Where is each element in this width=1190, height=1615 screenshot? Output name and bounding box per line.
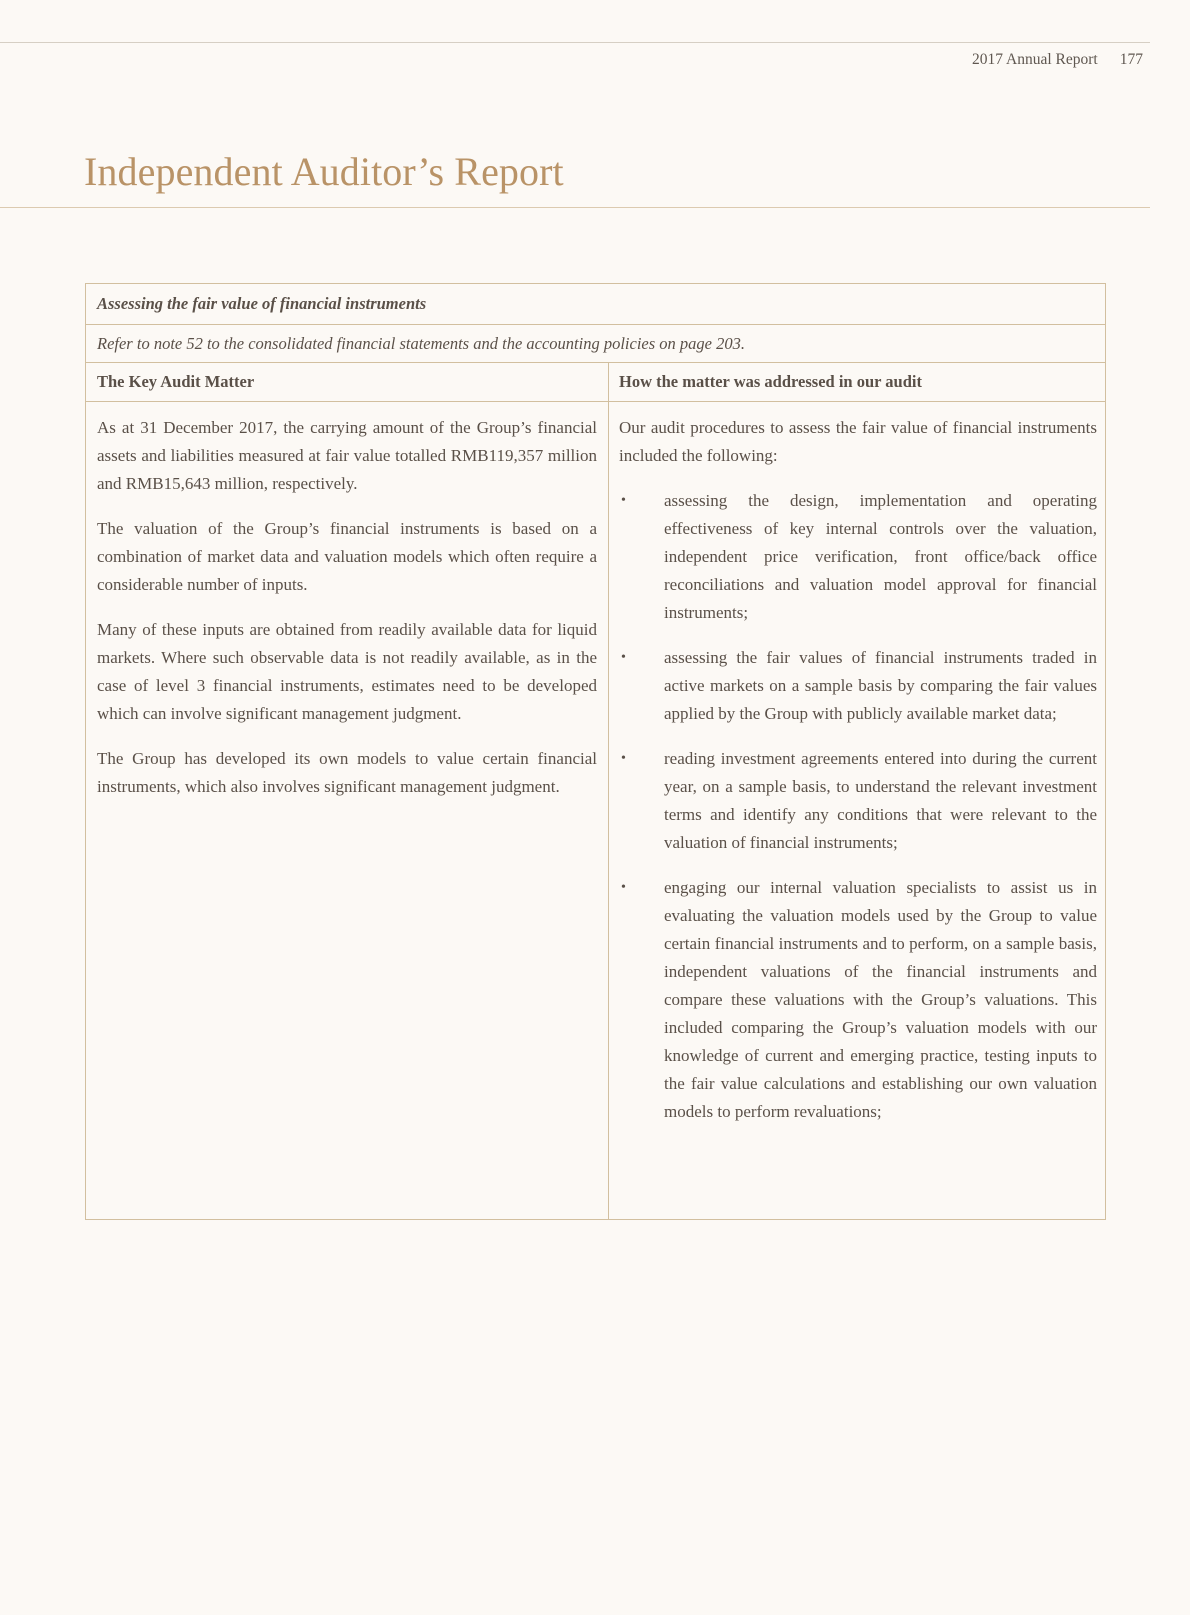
audit-intro: Our audit procedures to assess the fair value of financial instruments included the following:: [619, 418, 1097, 465]
list-item-text: assessing the design, implementation and operating effectiveness of key internal controls over the valuation, independent price verification, front office/back office reconciliations and valuation model approval for financial instruments;: [664, 491, 1097, 622]
audit-procedures-list: [619, 487, 1097, 1126]
key-audit-matter-table: [85, 283, 1106, 1220]
kam-title-row: [86, 284, 1105, 325]
kam-column-headings: [86, 363, 1105, 402]
page-title: Independent Auditor’s Report: [84, 149, 564, 194]
page-number: 177: [1119, 51, 1143, 68]
list-item-text: reading investment agreements entered into during the current year, on a sample basis, to understand the relevant investment terms and identify any conditions that were relevant to the valuation of financial instruments;: [664, 749, 1097, 852]
kam-paragraph: The valuation of the Group’s financial instruments is based on a combination of market data and valuation models which often require a considerable number of inputs.: [97, 519, 597, 594]
bullet-icon: •: [621, 650, 626, 665]
kam-reference-row: [86, 325, 1105, 363]
kam-paragraph: The Group has developed its own models to value certain financial instruments, which also involves significant management judgment.: [97, 749, 597, 796]
column-divider: [608, 363, 609, 1219]
bullet-icon: •: [621, 751, 626, 766]
kam-paragraph: As at 31 December 2017, the carrying amount of the Group’s financial assets and liabilities measured at fair value totalled RMB119,357 million and RMB15,643 million, respectively.: [97, 418, 597, 493]
key-audit-matter-column: [97, 414, 597, 818]
kam-reference: Refer to note 52 to the consolidated financial statements and the accounting policies on page 203.: [97, 333, 745, 353]
running-header: [972, 51, 1143, 69]
header-rule: [0, 42, 1150, 43]
list-item: [619, 745, 1097, 857]
list-item: [619, 874, 1097, 1126]
report-name: 2017 Annual Report: [972, 51, 1098, 68]
list-item-text: assessing the fair values of financial instruments traded in active markets on a sample basis by comparing the fair values applied by the Group with publicly available market data;: [664, 648, 1097, 723]
left-column-heading: The Key Audit Matter: [97, 372, 255, 391]
list-item-text: engaging our internal valuation specialists to assist us in evaluating the valuation models used by the Group to value certain financial instruments and to perform, on a sample basis, independent valuations of the financial instruments and compare these valuations with the Group’s valuations. This included comparing the Group’s valuation models with our knowledge of current and emerging practice, testing inputs to the fair value calculations and establishing our own valuation models to perform revaluations;: [664, 878, 1097, 1121]
title-rule: [0, 207, 1150, 208]
right-column-heading: How the matter was addressed in our audit: [619, 372, 922, 391]
kam-paragraph: Many of these inputs are obtained from readily available data for liquid markets. Where such observable data is not readily available, as in the case of level 3 financial instruments, estimates need to be developed which can involve significant management judgment.: [97, 620, 597, 723]
kam-title: Assessing the fair value of financial instruments: [97, 294, 427, 313]
audit-response-column: [619, 414, 1097, 1143]
bullet-icon: •: [621, 880, 626, 895]
list-item: [619, 487, 1097, 627]
bullet-icon: •: [621, 493, 626, 508]
list-item: [619, 644, 1097, 728]
